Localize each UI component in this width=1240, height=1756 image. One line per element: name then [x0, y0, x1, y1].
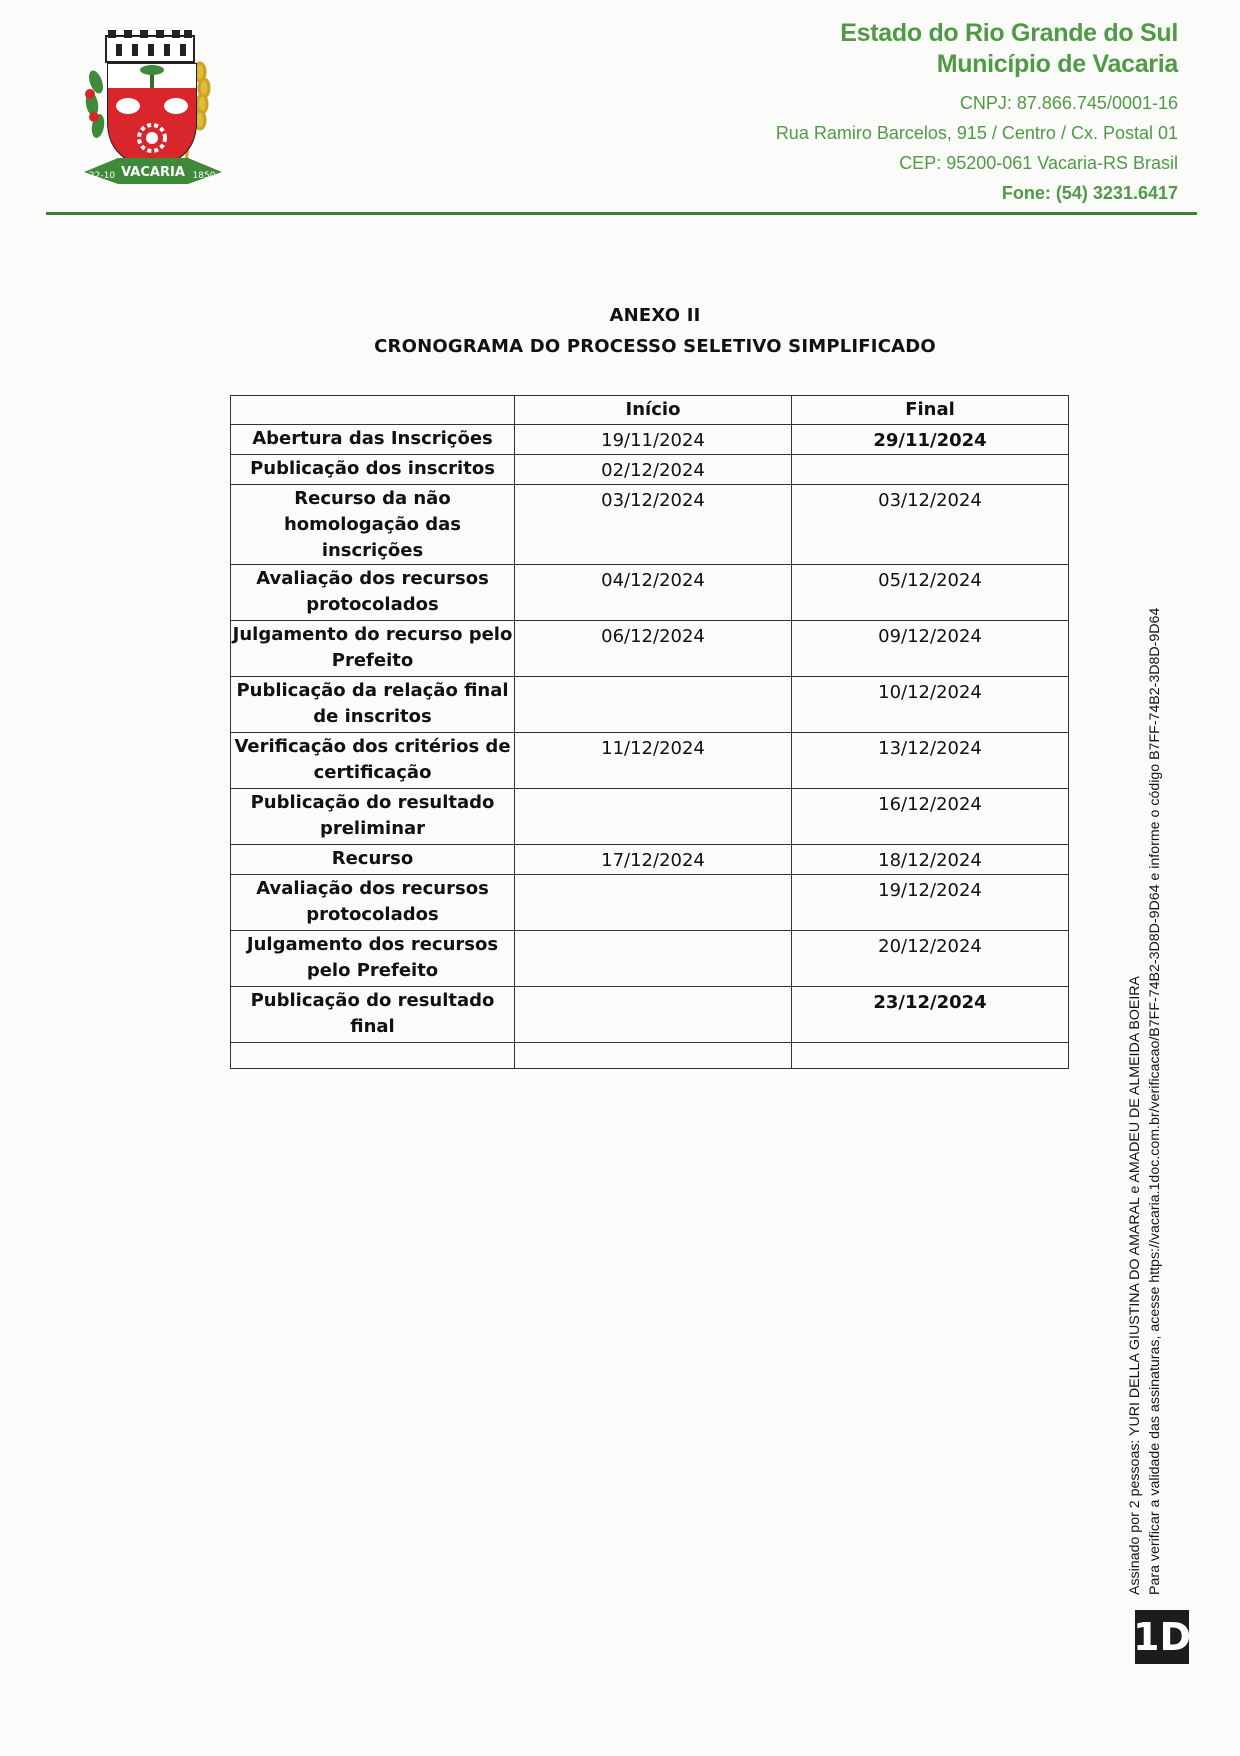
table-row — [231, 845, 1069, 875]
activity-cell: Verificação dos critérios de certificação — [231, 733, 515, 789]
end-date-cell: 05/12/2024 — [792, 565, 1069, 621]
end-date-cell: 19/12/2024 — [792, 875, 1069, 931]
end-date-cell: 09/12/2024 — [792, 621, 1069, 677]
table-row — [231, 931, 1069, 987]
activity-cell: Julgamento dos recursos pelo Prefeito — [231, 931, 515, 987]
start-date-cell: 17/12/2024 — [515, 845, 792, 875]
start-date-cell — [515, 931, 792, 987]
end-date-cell: 20/12/2024 — [792, 931, 1069, 987]
start-date-cell — [515, 875, 792, 931]
state-name: Estado do Rio Grande do Sul — [840, 19, 1178, 47]
schedule-table — [230, 395, 1069, 1069]
activity-cell: Publicação do resultado preliminar — [231, 789, 515, 845]
svg-text:22-10: 22-10 — [88, 171, 116, 181]
empty-cell — [792, 1043, 1069, 1069]
empty-cell — [231, 1043, 515, 1069]
verification-line[interactable]: Para verificar a validade das assinaturas, acesse https://vacaria.1doc.com.br/verificacao/B7FF-74B2-3D8D-9D64 e informe o código B7FF-74B2-3D8D-9D64 — [1147, 607, 1163, 1595]
1doc-logo: 1D — [1135, 1610, 1189, 1664]
activity-cell: Publicação dos inscritos — [231, 455, 515, 485]
table-row — [231, 621, 1069, 677]
svg-text:VACARIA: VACARIA — [121, 165, 185, 180]
column-header-activity — [231, 396, 515, 425]
end-date-cell: 10/12/2024 — [792, 677, 1069, 733]
letterhead — [776, 18, 1178, 208]
start-date-cell — [515, 677, 792, 733]
cep: CEP: 95200-061 Vacaria-RS Brasil — [899, 153, 1178, 173]
municipal-crest-logo — [78, 22, 228, 198]
table-row — [231, 789, 1069, 845]
start-date-cell: 19/11/2024 — [515, 425, 792, 455]
schedule-heading: CRONOGRAMA DO PROCESSO SELETIVO SIMPLIFICADO — [374, 336, 936, 357]
start-date-cell: 11/12/2024 — [515, 733, 792, 789]
column-header-end: Final — [792, 396, 1069, 425]
end-date-cell — [792, 455, 1069, 485]
start-date-cell: 06/12/2024 — [515, 621, 792, 677]
end-date-cell: 29/11/2024 — [792, 425, 1069, 455]
cnpj: CNPJ: 87.866.745/0001-16 — [959, 93, 1178, 113]
activity-cell: Publicação do resultado final — [231, 987, 515, 1043]
activity-cell: Abertura das Inscrições — [231, 425, 515, 455]
start-date-cell: 02/12/2024 — [515, 455, 792, 485]
end-date-cell: 23/12/2024 — [792, 987, 1069, 1043]
table-header-row — [231, 396, 1069, 425]
annex-title: ANEXO II — [609, 305, 701, 326]
table-row — [231, 565, 1069, 621]
activity-cell: Recurso da não homologação das inscrições — [231, 485, 515, 565]
document-titles — [0, 300, 1240, 362]
column-header-start: Início — [515, 396, 792, 425]
signature-stamp — [1125, 608, 1165, 1595]
table-row — [231, 455, 1069, 485]
activity-cell: Recurso — [231, 845, 515, 875]
activity-cell: Julgamento do recurso pelo Prefeito — [231, 621, 515, 677]
svg-text:1850: 1850 — [192, 171, 216, 181]
activity-cell: Avaliação dos recursos protocolados — [231, 565, 515, 621]
table-row — [231, 425, 1069, 455]
empty-cell — [515, 1043, 792, 1069]
phone: Fone: (54) 3231.6417 — [1001, 183, 1178, 203]
end-date-cell: 16/12/2024 — [792, 789, 1069, 845]
end-date-cell: 13/12/2024 — [792, 733, 1069, 789]
table-row — [231, 987, 1069, 1043]
activity-cell: Publicação da relação final de inscritos — [231, 677, 515, 733]
end-date-cell: 18/12/2024 — [792, 845, 1069, 875]
table-row — [231, 485, 1069, 565]
signature-line-1: Assinado por 2 pessoas: YURI DELLA GIUSTINA DO AMARAL e AMADEU DE ALMEIDA BOEIRA — [1127, 976, 1143, 1595]
table-row — [231, 875, 1069, 931]
activity-cell: Avaliação dos recursos protocolados — [231, 875, 515, 931]
header-divider — [46, 212, 1197, 215]
start-date-cell — [515, 789, 792, 845]
address: Rua Ramiro Barcelos, 915 / Centro / Cx. Postal 01 — [775, 123, 1178, 143]
table-row — [231, 733, 1069, 789]
table-row — [231, 677, 1069, 733]
municipality-name: Município de Vacaria — [936, 50, 1178, 78]
start-date-cell: 03/12/2024 — [515, 485, 792, 565]
table-row-empty — [231, 1043, 1069, 1069]
end-date-cell: 03/12/2024 — [792, 485, 1069, 565]
start-date-cell — [515, 987, 792, 1043]
start-date-cell: 04/12/2024 — [515, 565, 792, 621]
